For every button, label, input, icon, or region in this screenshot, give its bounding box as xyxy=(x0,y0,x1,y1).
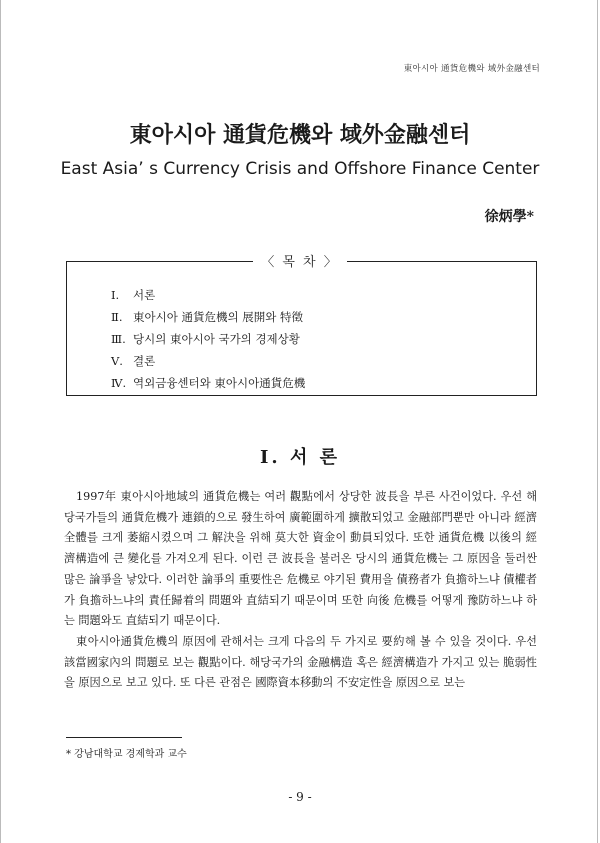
toc-item-number: Ⅱ. xyxy=(111,310,123,324)
toc-item-label: 서론 xyxy=(133,288,156,302)
paragraph: 東아시아通貨危機의 原因에 관해서는 크게 다음의 두 가지로 要約해 볼 수 있을 것이다. 우선 該當國家內의 問題로 보는 觀點이다. 해당국가의 金融構造 혹은 經濟構造가 가지고 있는 脆弱性을 原因으로 보고 있다. 또 다른 관점은 國際資本移動의 不安定性을 原因으로 보는 xyxy=(64,634,537,690)
body-text xyxy=(64,487,537,694)
toc-item xyxy=(111,372,305,394)
running-head: 東아시아 通貨危機와 域外金融센터 xyxy=(403,64,540,74)
page-number: - 9 - xyxy=(288,790,312,804)
table-of-contents-heading xyxy=(0,251,600,270)
author: 徐炳學* xyxy=(484,209,534,225)
toc-item xyxy=(111,350,305,372)
toc-item xyxy=(111,306,305,328)
toc-item-label: 역외금융센터와 東아시아通貨危機 xyxy=(133,376,306,390)
toc-item-label: 당시의 東아시아 국가의 경제상황 xyxy=(133,332,300,346)
toc-list xyxy=(111,284,305,394)
paragraph: 1997年 東아시아地域의 通貨危機는 여러 觀點에서 상당한 波長을 부른 사건이었다. 우선 해당국가들의 通貨危機가 連鎖的으로 發生하여 廣範圍하게 擴散되었고 金融部門뿐만 아니라 經濟全體를 크게 萎縮시켰으며 그 解決을 위해 莫大한 資金이 動員되었다. 또한 通貨危機 以後의 經濟構造에 큰 變化를 가져오게 된다. 이런 큰 波長을 불러온 당시의 通貨危機는 그 原因을 둘러싼 많은 論爭을 낳았다. 이러한 論爭의 重要性은 危機로 야기된 費用을 債務者가 負擔하느냐 債權者가 負擔하느냐의 責任歸着의 問題와 直結되기 때문이며 또한 向後 危機를 어떻게 豫防하느냐 하는 問題와도 直結되기 때문이다. xyxy=(64,490,537,628)
paper-title-english: East Asia’ s Currency Crisis and Offshore Finance Center xyxy=(60,159,540,179)
toc-item-number: Ⅰ. xyxy=(111,288,120,302)
toc-item-number: Ⅳ. xyxy=(111,376,127,390)
toc-item-label: 東아시아 通貨危機의 展開와 特徵 xyxy=(133,310,304,324)
footnote-divider xyxy=(66,737,182,738)
toc-item-label: 결론 xyxy=(133,354,156,368)
toc-item xyxy=(111,284,305,306)
toc-heading-text: 〈 목 차 〉 xyxy=(253,255,347,270)
footnote: * 강남대학교 경제학과 교수 xyxy=(66,749,187,760)
paper-title-korean: 東아시아 通貨危機와 域外金融센터 xyxy=(129,122,471,148)
section-heading: Ⅰ. 서 론 xyxy=(260,447,340,468)
toc-item xyxy=(111,328,305,350)
toc-item-number: Ⅲ. xyxy=(111,332,126,346)
toc-item-number: Ⅴ. xyxy=(111,354,123,368)
